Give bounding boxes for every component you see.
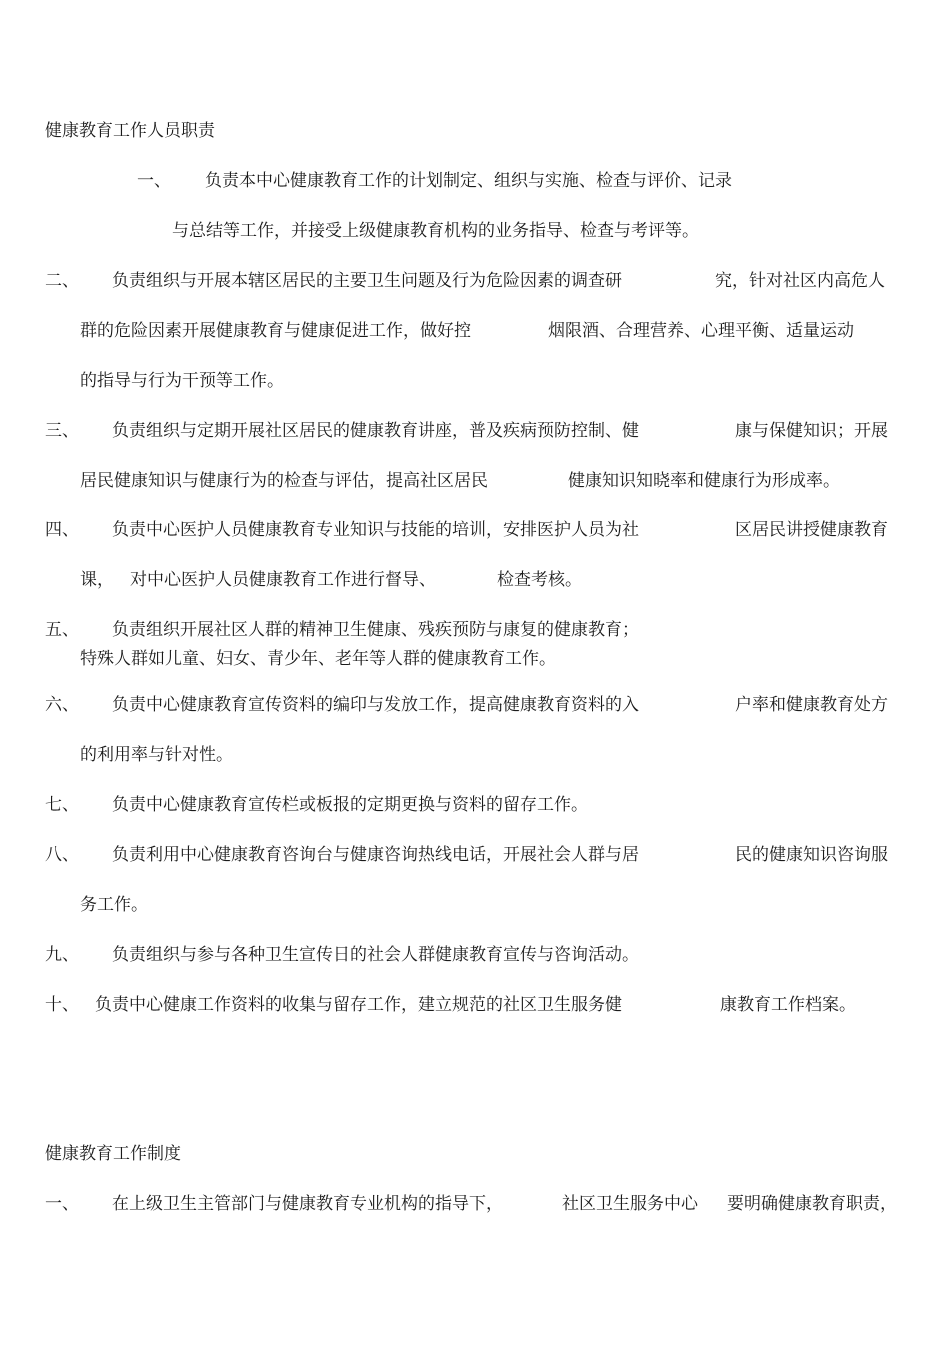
item-4-line-1b: 区居民讲授健康教育 <box>735 520 888 540</box>
item-10-line-1b: 康教育工作档案。 <box>720 995 856 1015</box>
item-2-number: 二、 <box>45 271 79 291</box>
item-8-line-1b: 民的健康知识咨询服 <box>735 845 888 865</box>
section2-title: 健康教育工作制度 <box>45 1144 181 1164</box>
item-4-line-2: 课， <box>80 570 114 590</box>
item-2-line-1: 负责组织与开展本辖区居民的主要卫生问题及行为危险因素的调查研 <box>112 271 622 291</box>
item-4-line-1: 负责中心医护人员健康教育专业知识与技能的培训，安排医护人员为社 <box>112 520 639 540</box>
item-6-line-1b: 户率和健康教育处方 <box>735 695 888 715</box>
item-6-number: 六、 <box>45 695 79 715</box>
item-2-line-2: 群的危险因素开展健康教育与健康促进工作，做好控 <box>80 321 471 341</box>
item-1-line-2: 与总结等工作，并接受上级健康教育机构的业务指导、检查与考评等。 <box>172 221 699 241</box>
item-4-line-2b: 对中心医护人员健康教育工作进行督导、 <box>130 570 436 590</box>
item-5-number: 五、 <box>45 620 79 640</box>
rule-1-line-1: 在上级卫生主管部门与健康教育专业机构的指导下， <box>112 1194 503 1214</box>
item-4-number: 四、 <box>45 520 79 540</box>
item-4-line-2c: 检查考核。 <box>497 570 582 590</box>
item-7-number: 七、 <box>45 795 79 815</box>
item-7-line-1: 负责中心健康教育宣传栏或板报的定期更换与资料的留存工作。 <box>112 795 588 815</box>
item-8-number: 八、 <box>45 845 79 865</box>
item-5-line-1: 负责组织开展社区人群的精神卫生健康、残疾预防与康复的健康教育； <box>112 620 639 640</box>
item-2-line-3: 的指导与行为干预等工作。 <box>80 371 284 391</box>
item-10-number: 十、 <box>45 995 79 1015</box>
item-1-line-1: 负责本中心健康教育工作的计划制定、组织与实施、检查与评价、记录 <box>205 171 732 191</box>
section1-title: 健康教育工作人员职责 <box>45 121 215 141</box>
item-6-line-2: 的利用率与针对性。 <box>80 745 233 765</box>
rule-1-line-1c: 要明确健康教育职责， <box>727 1194 897 1214</box>
item-8-line-2: 务工作。 <box>80 895 148 915</box>
item-2-line-1b: 究，针对社区内高危人 <box>715 271 885 291</box>
item-8-line-1: 负责利用中心健康教育咨询台与健康咨询热线电话，开展社会人群与居 <box>112 845 639 865</box>
item-3-line-1b: 康与保健知识；开展 <box>735 421 888 441</box>
item-2-line-2b: 烟限酒、合理营养、心理平衡、适量运动 <box>548 321 854 341</box>
item-6-line-1: 负责中心健康教育宣传资料的编印与发放工作，提高健康教育资料的入 <box>112 695 639 715</box>
item-3-line-2b: 健康知识知晓率和健康行为形成率。 <box>568 471 840 491</box>
item-9-line-1: 负责组织与参与各种卫生宣传日的社会人群健康教育宣传与咨询活动。 <box>112 945 639 965</box>
item-5-line-2: 特殊人群如儿童、妇女、青少年、老年等人群的健康教育工作。 <box>80 649 556 669</box>
rule-1-number: 一、 <box>45 1194 79 1214</box>
item-9-number: 九、 <box>45 945 79 965</box>
item-3-line-1: 负责组织与定期开展社区居民的健康教育讲座，普及疾病预防控制、健 <box>112 421 639 441</box>
item-3-line-2: 居民健康知识与健康行为的检查与评估，提高社区居民 <box>80 471 488 491</box>
rule-1-line-1b: 社区卫生服务中心 <box>562 1194 698 1214</box>
item-1-number: 一、 <box>137 171 171 191</box>
item-10-line-1: 负责中心健康工作资料的收集与留存工作，建立规范的社区卫生服务健 <box>95 995 622 1015</box>
item-3-number: 三、 <box>45 421 79 441</box>
